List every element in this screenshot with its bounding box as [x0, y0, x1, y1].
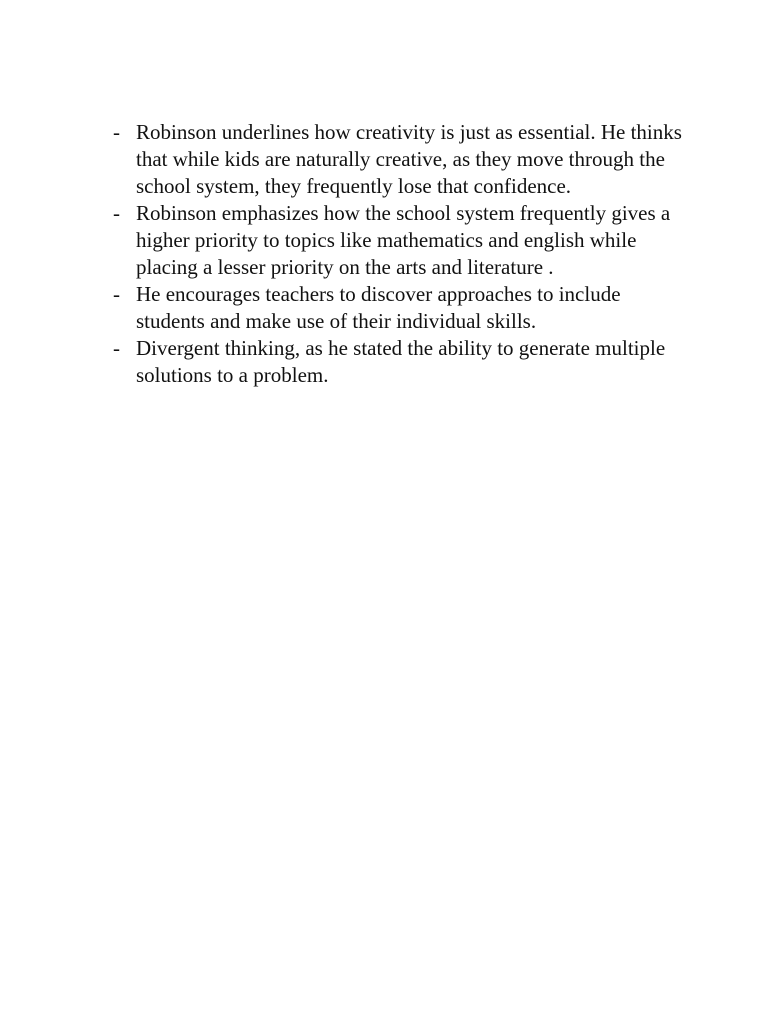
list-item	[109, 200, 689, 281]
list-item	[109, 335, 689, 389]
dash-bullet-icon: -	[113, 282, 120, 306]
list-item-text: Divergent thinking, as he stated the ability to generate multiple solutions to a problem.	[136, 336, 666, 387]
list-item-text: He encourages teachers to discover approaches to include students and make use of their individual skills.	[136, 282, 621, 333]
bullet-list	[109, 119, 689, 389]
dash-bullet-icon: -	[113, 336, 120, 360]
list-item-text: Robinson emphasizes how the school system frequently gives a higher priority to topics like mathematics and english while placing a lesser priority on the arts and literature .	[136, 201, 671, 279]
dash-bullet-icon: -	[113, 120, 120, 144]
list-item	[109, 281, 689, 335]
list-item-text: Robinson underlines how creativity is just as essential. He thinks that while kids are naturally creative, as they move through the school system, they frequently lose that confidence.	[136, 120, 682, 198]
dash-bullet-icon: -	[113, 201, 120, 225]
list-item	[109, 119, 689, 200]
